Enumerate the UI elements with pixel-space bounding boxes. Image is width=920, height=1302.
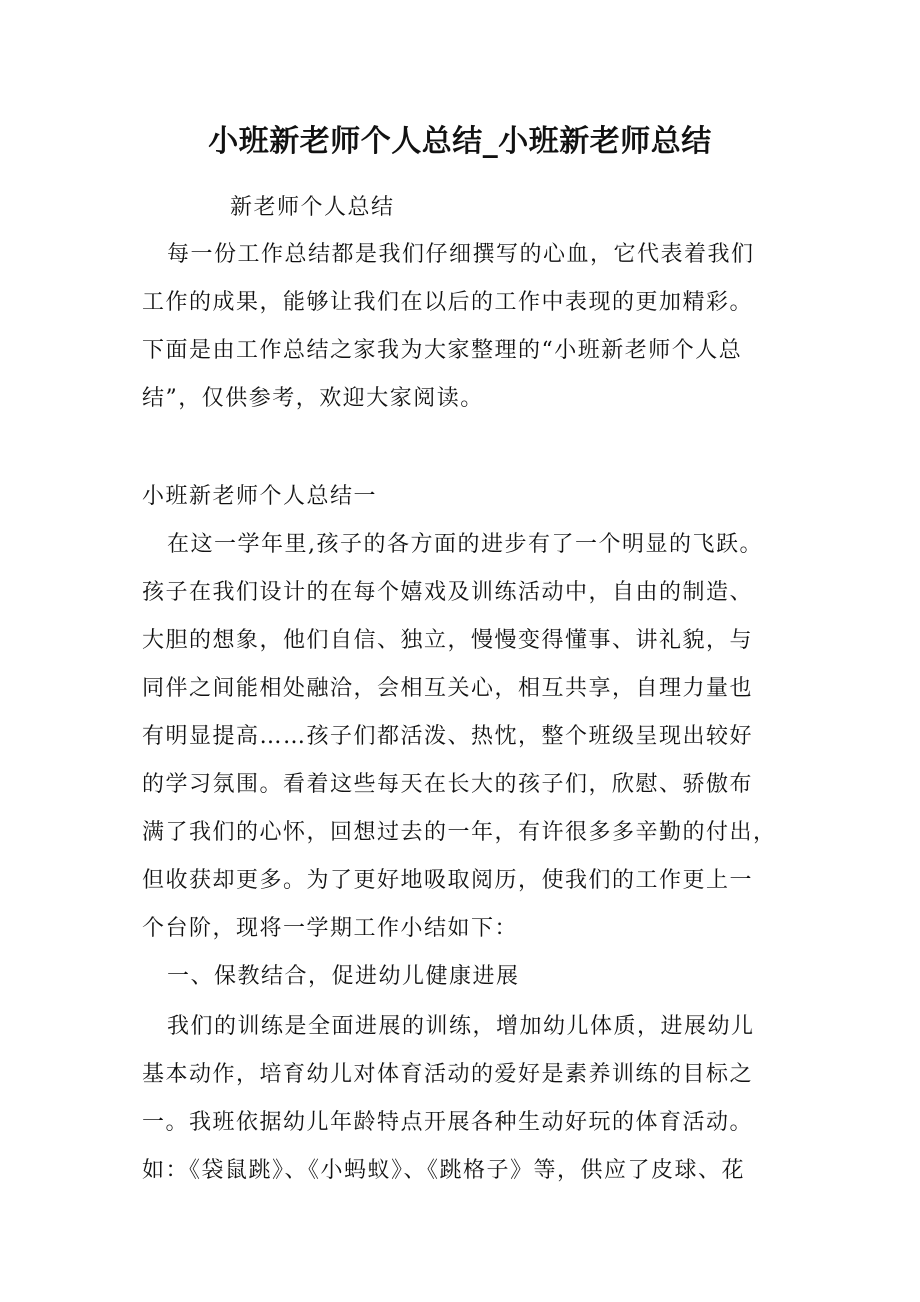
paragraph2-line-3: 一。我班依据幼儿年龄特点开展各种生动好玩的体育活动。: [142, 1110, 754, 1135]
paragraph1-line-7: 满了我们的心怀，回想过去的一年，有许很多多辛勤的付出，: [142, 820, 777, 845]
document-title: 小班新老师个人总结_小班新老师总结: [208, 124, 712, 159]
paragraph2-line-1: 我们的训练是全面进展的训练，增加幼儿体质，进展幼儿: [167, 1014, 755, 1039]
paragraph2-line-2: 基本动作，培育幼儿对体育活动的爱好是素养训练的目标之: [142, 1062, 754, 1087]
paragraph1-line-5: 有明显提高……孩子们都活泼、热忱，整个班级呈现出较好: [142, 724, 754, 749]
paragraph1-line-1: 在这一学年里,孩子的各方面的进步有了一个明显的飞跃。: [167, 532, 763, 557]
paragraph2-line-4: 如：《袋鼠跳》、《小蚂蚁》、《跳格子》等，供应了皮球、花: [142, 1158, 746, 1183]
subheading-1: 一、保教结合，促进幼儿健康进展: [167, 964, 520, 989]
intro-line-2: 工作的成果，能够让我们在以后的工作中表现的更加精彩。: [142, 290, 754, 315]
intro-line-3: 下面是由工作总结之家我为大家整理的“小班新老师个人总: [142, 338, 743, 363]
subtitle: 新老师个人总结: [230, 195, 395, 220]
paragraph1-line-2: 孩子在我们设计的在每个嬉戏及训练活动中，自由的制造、: [142, 580, 754, 605]
paragraph1-line-8: 但收获却更多。为了更好地吸取阅历，使我们的工作更上一: [142, 868, 754, 893]
section-heading: 小班新老师个人总结一: [142, 484, 378, 509]
paragraph1-line-3: 大胆的想象，他们自信、独立，慢慢变得懂事、讲礼貌，与: [142, 628, 754, 653]
intro-line-4: 结”，仅供参考，欢迎大家阅读。: [142, 386, 484, 411]
paragraph1-line-6: 的学习氛围。看着这些每天在长大的孩子们，欣慰、骄傲布: [142, 772, 754, 797]
intro-line-1: 每一份工作总结都是我们仔细撰写的心血，它代表着我们: [167, 242, 755, 267]
paragraph1-line-4: 同伴之间能相处融洽，会相互关心，相互共享，自理力量也: [142, 676, 754, 701]
paragraph1-line-9: 个台阶，现将一学期工作小结如下：: [142, 916, 519, 941]
